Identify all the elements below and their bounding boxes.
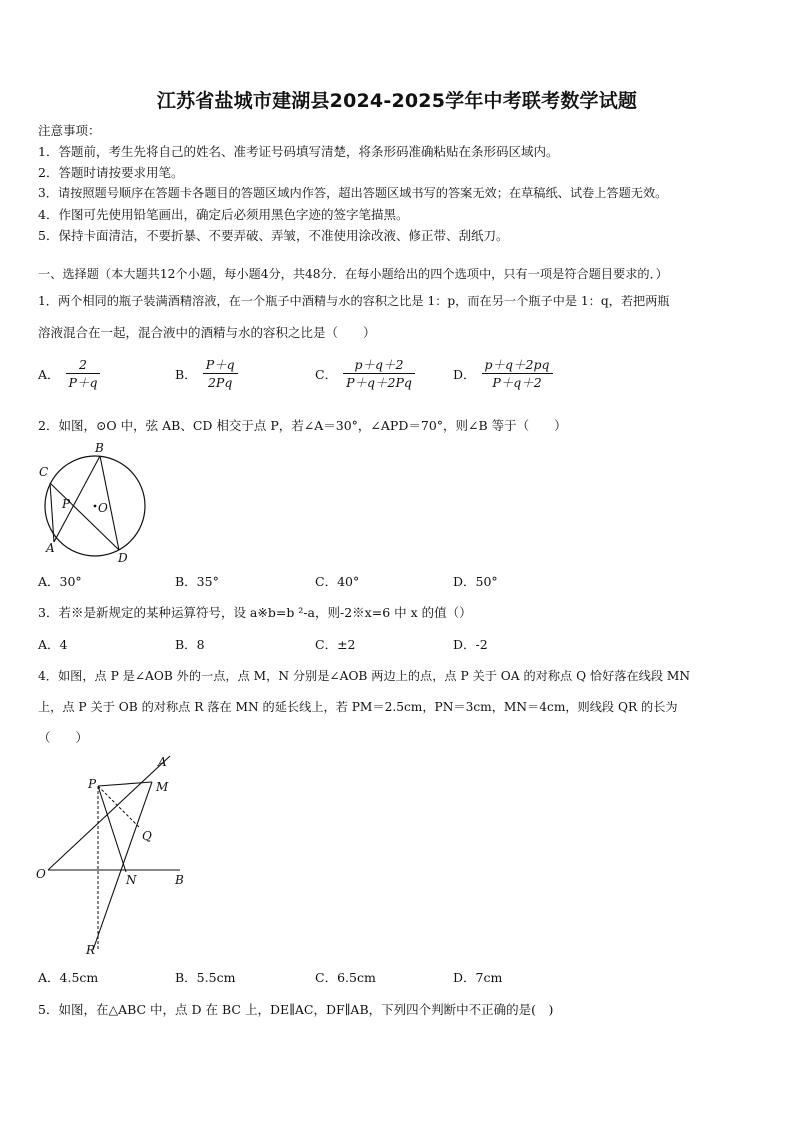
fraction [66,356,101,391]
label-a: A [158,755,167,769]
segment-pm [98,782,152,786]
label-m: M [156,780,169,794]
fraction-denominator: P＋q＋2 [492,375,542,390]
line-mn-r [93,782,152,950]
q2-option-a: A．30° [38,574,82,589]
q4-option-c: C．6.5cm [315,970,376,985]
fraction-numerator: 2 [66,356,101,374]
option-label: B． [175,366,197,382]
q4-text-line1: 4．如图，点 P 是∠AOB 外的一点，点 M，N 分别是∠AOB 两边上的点，点 P 关于 OA 的对称点 Q 恰好落在线段 MN [38,669,691,683]
label-p: P [62,497,71,511]
fraction [343,356,415,391]
q2-circle-figure [34,438,154,566]
label-d: D [118,551,128,565]
q1-text-line2: 溶液混合在一起，混合液中的酒精与水的容积之比是（ ） [38,325,376,340]
chord-cd [50,483,119,550]
q4-option-d: D．7cm [453,970,503,985]
q3-text: 3．若※是新规定的某种运算符号，设 a※b=b ²-a，则-2※x=6 中 x 的值（） [38,605,472,620]
q2-option-b: B．35° [175,574,219,589]
label-o: O [98,501,108,515]
label-p: P [88,777,97,791]
label-q: Q [142,829,152,843]
notes-heading: 注意事项： [38,123,101,138]
segment-pn [98,786,126,872]
q3-option-c: C．±2 [315,637,356,652]
q3-option-d: D．-2 [453,637,488,652]
segment-ca [50,483,54,542]
center-dot [94,505,97,508]
label-a: A [46,541,55,555]
q1-option-a [38,356,100,391]
section-heading: 一、选择题（本大题共12个小题，每小题4分，共48分．在每小题给出的四个选项中，只有一项是符合题目要求的．） [38,267,668,281]
fraction [203,356,238,391]
q1-option-b [175,356,238,391]
q2-text: 2．如图，⊙O 中，弦 AB、CD 相交于点 P，若∠A＝30°，∠APD＝70°，则∠B 等于（ ） [38,418,567,433]
q4-angle-figure [30,750,200,962]
q1-text-line1: 1．两个相同的瓶子装满酒精溶液，在一个瓶子中酒精与水的容积之比是 1：p，而在另一个瓶子中是 1：q，若把两瓶 [38,294,670,308]
q4-text-line3: （ ） [38,730,89,745]
note-item: 5．保持卡面清洁，不要折暴、不要弄破、弄皱，不准使用涂改液、修正带、刮纸刀。 [38,228,509,243]
label-b: B [175,873,184,887]
fraction-denominator: P＋q [68,375,98,390]
option-label: C． [315,366,338,382]
q3-option-a: A．4 [38,637,68,652]
q3-option-b: B．8 [175,637,205,652]
fraction-denominator: 2Pq [207,375,233,390]
q4-option-a: A．4.5cm [38,970,99,985]
label-b: B [95,441,104,455]
note-item: 4．作图可先使用铅笔画出，确定后必须用黑色字迹的签字笔描黑。 [38,207,409,222]
q2-option-c: C．40° [315,574,360,589]
q5-text: 5．如图，在△ABC 中，点 D 在 BC 上，DE∥AC，DF∥AB，下列四个判断中不正确的是( ) [38,1002,554,1017]
note-item: 2．答题时请按要求用笔。 [38,165,184,180]
q4-text-line2: 上，点 P 关于 OB 的对称点 R 落在 MN 的延长线上，若 PM＝2.5cm，PN＝3cm，MN＝4cm，则线段 QR 的长为 [38,700,678,714]
fraction-numerator: P＋q [203,356,238,374]
option-label: A． [38,366,60,382]
label-c: C [39,465,49,479]
note-item: 3．请按照题号顺序在答题卡各题目的答题区域内作答，超出答题区域书写的答案无效；在草稿纸、试卷上答题无效。 [38,186,668,200]
fraction [482,356,553,391]
fraction-numerator: p＋q＋2 [343,356,415,374]
q2-option-d: D．50° [453,574,498,589]
fraction-numerator: p＋q＋2pq [482,356,553,374]
q1-option-c [315,356,415,391]
label-r: R [86,943,96,957]
note-item: 1．答题前，考生先将自己的姓名、准考证号码填写清楚，将条形码准确粘贴在条形码区域内。 [38,144,559,159]
q4-option-b: B．5.5cm [175,970,236,985]
q1-option-d [453,356,553,391]
label-n: N [126,873,137,887]
option-label: D． [453,366,476,382]
label-o: O [36,867,46,881]
page-title: 江苏省盐城市建湖县2024-2025学年中考联考数学试题 [156,90,638,112]
fraction-denominator: P＋q＋2Pq [346,375,412,390]
ray-oa [48,756,170,870]
